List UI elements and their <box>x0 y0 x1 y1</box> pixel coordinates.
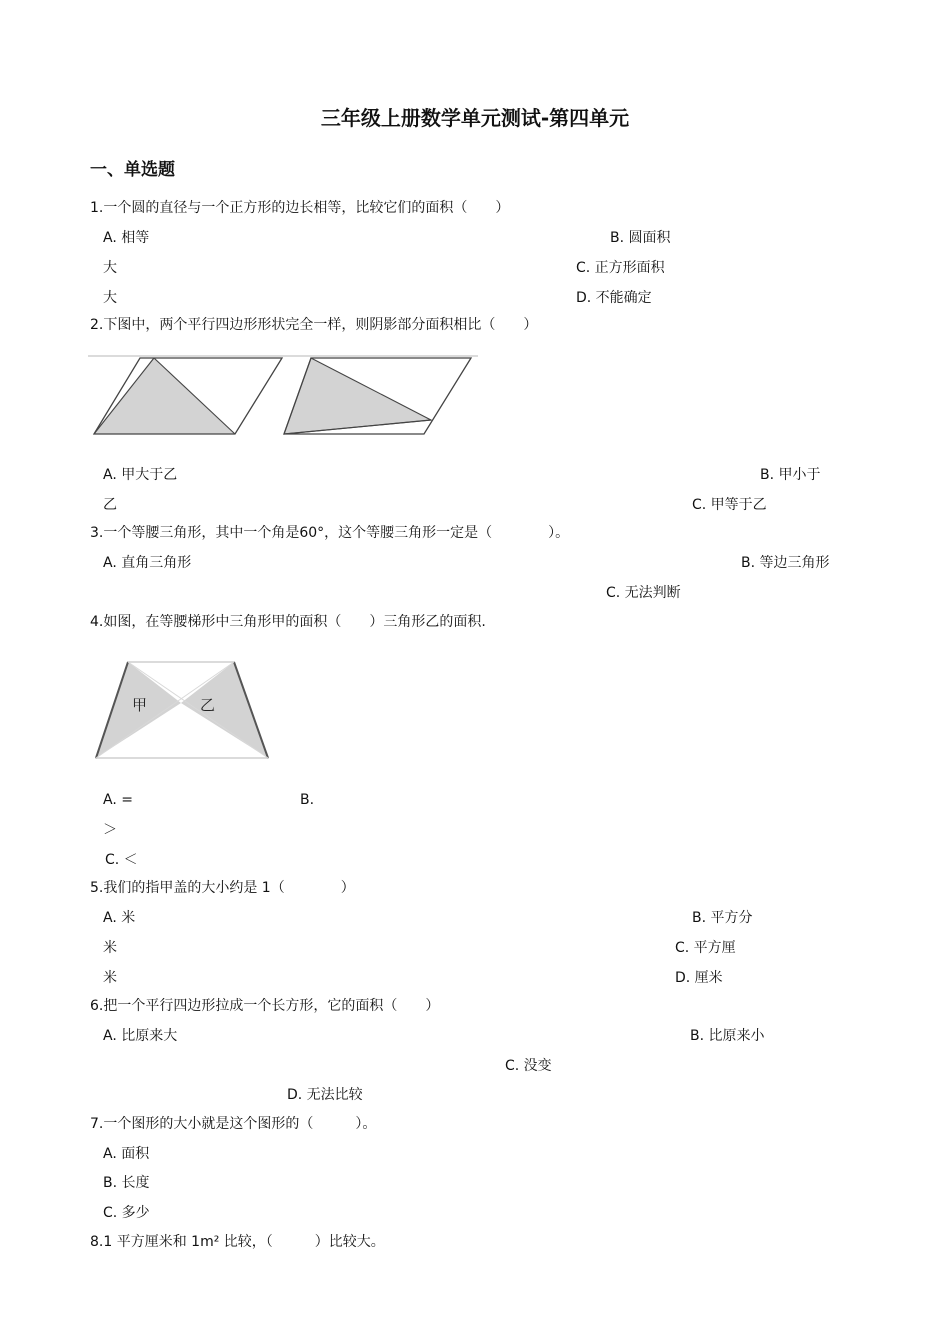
question-5-stem: 5.我们的指甲盖的大小约是 1（ ） <box>90 880 355 896</box>
trapezoid-figure <box>94 658 272 762</box>
question-3-option-line: B. 等边三角形 <box>741 555 830 571</box>
question-1-option-line: 大 <box>103 260 117 276</box>
question-1-option-line: D. 不能确定 <box>576 290 652 306</box>
label-yi: 乙 <box>200 696 216 714</box>
question-7-option-line: A. 面积 <box>103 1146 150 1162</box>
question-2-option-line: B. 甲小于 <box>760 467 821 483</box>
question-7-stem: 7.一个图形的大小就是这个图形的（ ）。 <box>90 1116 377 1132</box>
question-4-option-line: ＞ <box>103 822 117 838</box>
label-jia: 甲 <box>132 696 148 714</box>
question-6-option-line: C. 没变 <box>505 1058 552 1074</box>
question-6-stem: 6.把一个平行四边形拉成一个长方形，它的面积（ ） <box>90 998 440 1014</box>
question-6-option-line: A. 比原来大 <box>103 1028 178 1044</box>
parallelogram-jia <box>94 358 282 434</box>
question-1-option-line: 大 <box>103 290 117 306</box>
question-8-stem: 8.1 平方厘米和 1m² 比较，（ ）比较大。 <box>90 1234 385 1250</box>
question-1-option-line: C. 正方形面积 <box>576 260 665 276</box>
section-heading: 一、单选题 <box>90 160 175 180</box>
question-2-option-line: 乙 <box>103 497 117 513</box>
question-3-option-line: A. 直角三角形 <box>103 555 192 571</box>
question-1-option-line: B. 圆面积 <box>610 230 671 246</box>
question-5-option-line: D. 厘米 <box>675 970 723 986</box>
question-2-stem: 2.下图中，两个平行四边形形状完全一样，则阴影部分面积相比（ ） <box>90 317 538 333</box>
question-7-option-line: B. 长度 <box>103 1175 150 1191</box>
question-4-option-line: B. <box>300 792 315 808</box>
question-1-option-line: A. 相等 <box>103 230 150 246</box>
question-7-option-line: C. 多少 <box>103 1205 150 1221</box>
question-4-option-line: A. = <box>103 792 133 808</box>
question-2-option-line: C. 甲等于乙 <box>692 497 767 513</box>
question-6-option-line: D. 无法比较 <box>287 1087 363 1103</box>
question-5-option-line: A. 米 <box>103 910 136 926</box>
question-5-option-line: 米 <box>103 970 117 986</box>
page-title: 三年级上册数学单元测试-第四单元 <box>320 106 630 130</box>
question-4-option-line: C. ＜ <box>105 852 138 868</box>
question-5-option-line: B. 平方分 <box>692 910 753 926</box>
question-5-option-line: 米 <box>103 940 117 956</box>
question-5-option-line: C. 平方厘 <box>675 940 736 956</box>
question-3-option-line: C. 无法判断 <box>606 585 681 601</box>
question-6-option-line: B. 比原来小 <box>690 1028 765 1044</box>
question-3-stem: 3.一个等腰三角形，其中一个角是60°，这个等腰三角形一定是（ ）。 <box>90 525 570 541</box>
parallelograms-figure <box>88 352 478 438</box>
question-4-stem: 4.如图，在等腰梯形中三角形甲的面积（ ）三角形乙的面积. <box>90 614 486 630</box>
question-2-option-line: A. 甲大于乙 <box>103 467 178 483</box>
parallelogram-yi <box>284 358 471 434</box>
question-1-stem: 1.一个圆的直径与一个正方形的边长相等，比较它们的面积（ ） <box>90 200 510 216</box>
